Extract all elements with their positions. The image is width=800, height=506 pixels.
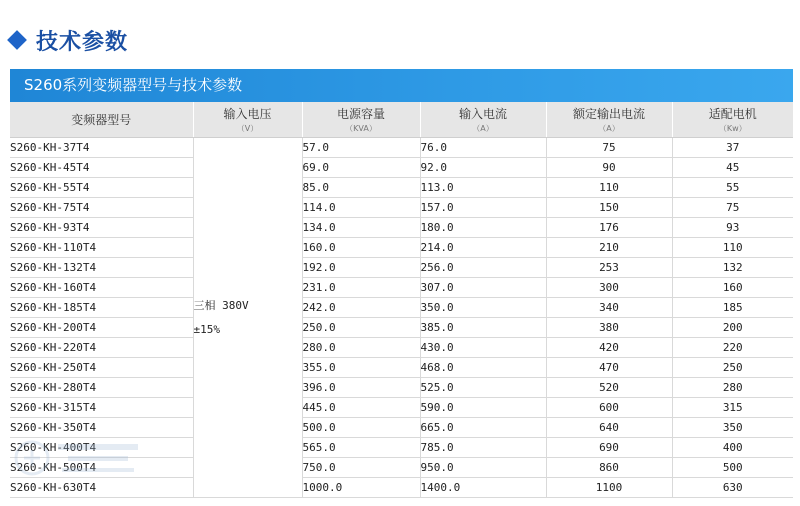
voltage-value: 三相 380V <box>193 298 249 312</box>
model-cell: S260-KH-315T4 <box>10 398 193 418</box>
model-cell: S260-KH-185T4 <box>10 298 193 318</box>
capacity-cell: 192.0 <box>302 258 420 278</box>
input-current-cell: 430.0 <box>420 338 546 358</box>
table-row <box>10 298 793 318</box>
table-row <box>10 358 793 378</box>
table-row <box>10 418 793 438</box>
table-row <box>10 378 793 398</box>
capacity-cell: 85.0 <box>302 178 420 198</box>
input-current-cell: 665.0 <box>420 418 546 438</box>
table-row <box>10 478 793 498</box>
model-cell: S260-KH-55T4 <box>10 178 193 198</box>
model-cell: S260-KH-200T4 <box>10 318 193 338</box>
motor-cell: 55 <box>672 178 793 198</box>
motor-cell: 160 <box>672 278 793 298</box>
model-cell: S260-KH-45T4 <box>10 158 193 178</box>
model-cell: S260-KH-75T4 <box>10 198 193 218</box>
voltage-tolerance: ±15% <box>193 322 220 336</box>
motor-cell: 350 <box>672 418 793 438</box>
motor-cell: 45 <box>672 158 793 178</box>
output-current-cell: 520 <box>546 378 672 398</box>
table-row <box>10 398 793 418</box>
output-current-cell: 90 <box>546 158 672 178</box>
input-current-cell: 385.0 <box>420 318 546 338</box>
output-current-cell: 75 <box>546 138 672 158</box>
motor-cell: 280 <box>672 378 793 398</box>
table-row <box>10 178 793 198</box>
motor-cell: 400 <box>672 438 793 458</box>
input-current-cell: 525.0 <box>420 378 546 398</box>
table-row <box>10 198 793 218</box>
table-header-row <box>10 102 793 138</box>
model-cell: S260-KH-500T4 <box>10 458 193 478</box>
input-current-cell: 307.0 <box>420 278 546 298</box>
output-current-cell: 600 <box>546 398 672 418</box>
table-row <box>10 338 793 358</box>
input-current-cell: 214.0 <box>420 238 546 258</box>
input-current-cell: 1400.0 <box>420 478 546 498</box>
motor-cell: 250 <box>672 358 793 378</box>
capacity-cell: 445.0 <box>302 398 420 418</box>
model-cell: S260-KH-630T4 <box>10 478 193 498</box>
header-capacity: 电源容量 （KVA） <box>302 102 420 138</box>
motor-cell: 500 <box>672 458 793 478</box>
motor-cell: 220 <box>672 338 793 358</box>
input-current-cell: 785.0 <box>420 438 546 458</box>
capacity-cell: 160.0 <box>302 238 420 258</box>
output-current-cell: 110 <box>546 178 672 198</box>
model-cell: S260-KH-400T4 <box>10 438 193 458</box>
capacity-cell: 69.0 <box>302 158 420 178</box>
table-row <box>10 158 793 178</box>
table-row <box>10 218 793 238</box>
input-current-cell: 180.0 <box>420 218 546 238</box>
output-current-cell: 176 <box>546 218 672 238</box>
spec-table <box>10 102 793 498</box>
capacity-cell: 242.0 <box>302 298 420 318</box>
section-header <box>6 22 128 58</box>
capacity-cell: 565.0 <box>302 438 420 458</box>
capacity-cell: 134.0 <box>302 218 420 238</box>
diamond-bullet-icon <box>7 30 27 50</box>
input-current-cell: 157.0 <box>420 198 546 218</box>
model-cell: S260-KH-350T4 <box>10 418 193 438</box>
capacity-cell: 57.0 <box>302 138 420 158</box>
header-output-current: 额定输出电流 （A） <box>546 102 672 138</box>
input-current-cell: 92.0 <box>420 158 546 178</box>
motor-cell: 110 <box>672 238 793 258</box>
input-current-cell: 950.0 <box>420 458 546 478</box>
output-current-cell: 470 <box>546 358 672 378</box>
capacity-cell: 231.0 <box>302 278 420 298</box>
output-current-cell: 253 <box>546 258 672 278</box>
output-current-cell: 150 <box>546 198 672 218</box>
output-current-cell: 300 <box>546 278 672 298</box>
output-current-cell: 860 <box>546 458 672 478</box>
output-current-cell: 340 <box>546 298 672 318</box>
motor-cell: 75 <box>672 198 793 218</box>
input-current-cell: 590.0 <box>420 398 546 418</box>
output-current-cell: 690 <box>546 438 672 458</box>
table-row <box>10 258 793 278</box>
output-current-cell: 1100 <box>546 478 672 498</box>
motor-cell: 200 <box>672 318 793 338</box>
input-current-cell: 350.0 <box>420 298 546 318</box>
capacity-cell: 1000.0 <box>302 478 420 498</box>
capacity-cell: 500.0 <box>302 418 420 438</box>
header-input-current: 输入电流 （A） <box>420 102 546 138</box>
header-model: 变频器型号 <box>10 102 193 138</box>
model-cell: S260-KH-93T4 <box>10 218 193 238</box>
model-cell: S260-KH-37T4 <box>10 138 193 158</box>
table-row <box>10 138 793 158</box>
table-row <box>10 318 793 338</box>
header-motor: 适配电机 （Kw） <box>672 102 793 138</box>
section-title: 技术参数 <box>36 29 129 55</box>
capacity-cell: 355.0 <box>302 358 420 378</box>
model-cell: S260-KH-280T4 <box>10 378 193 398</box>
model-cell: S260-KH-132T4 <box>10 258 193 278</box>
motor-cell: 37 <box>672 138 793 158</box>
input-voltage-cell <box>193 138 302 498</box>
motor-cell: 185 <box>672 298 793 318</box>
input-current-cell: 256.0 <box>420 258 546 278</box>
capacity-cell: 396.0 <box>302 378 420 398</box>
output-current-cell: 210 <box>546 238 672 258</box>
table-row <box>10 278 793 298</box>
table-row <box>10 458 793 478</box>
output-current-cell: 380 <box>546 318 672 338</box>
input-current-cell: 76.0 <box>420 138 546 158</box>
motor-cell: 93 <box>672 218 793 238</box>
table-row <box>10 238 793 258</box>
header-voltage: 输入电压 （V） <box>193 102 302 138</box>
output-current-cell: 420 <box>546 338 672 358</box>
model-cell: S260-KH-160T4 <box>10 278 193 298</box>
capacity-cell: 250.0 <box>302 318 420 338</box>
model-cell: S260-KH-250T4 <box>10 358 193 378</box>
capacity-cell: 750.0 <box>302 458 420 478</box>
table-banner: S260系列变频器型号与技术参数 <box>10 69 793 102</box>
table-row <box>10 438 793 458</box>
output-current-cell: 640 <box>546 418 672 438</box>
capacity-cell: 280.0 <box>302 338 420 358</box>
motor-cell: 315 <box>672 398 793 418</box>
capacity-cell: 114.0 <box>302 198 420 218</box>
model-cell: S260-KH-220T4 <box>10 338 193 358</box>
motor-cell: 630 <box>672 478 793 498</box>
model-cell: S260-KH-110T4 <box>10 238 193 258</box>
motor-cell: 132 <box>672 258 793 278</box>
input-current-cell: 113.0 <box>420 178 546 198</box>
input-current-cell: 468.0 <box>420 358 546 378</box>
